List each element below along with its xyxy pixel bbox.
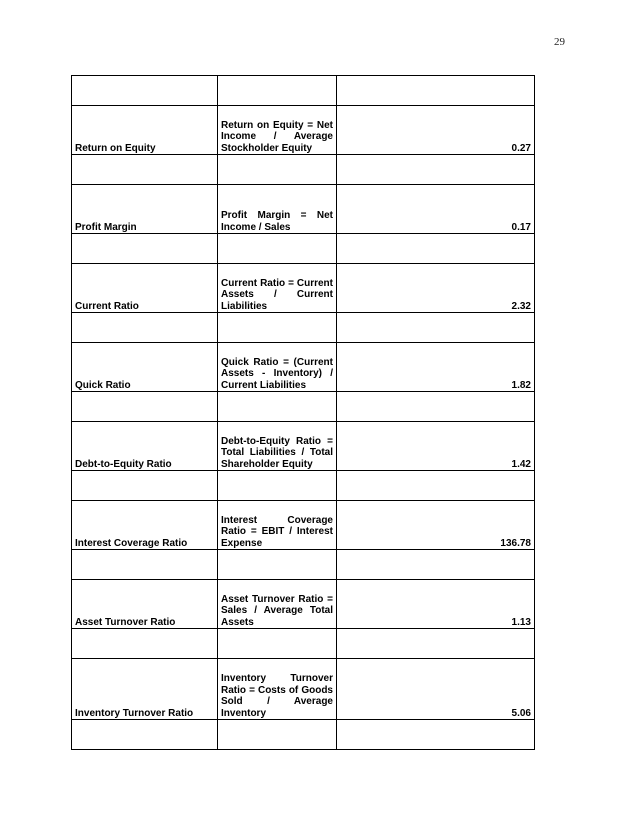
ratio-formula: Profit Margin = Net Income / Sales	[218, 185, 337, 234]
ratio-value: 1.82	[337, 343, 535, 392]
ratio-row	[72, 422, 535, 471]
empty-cell	[72, 550, 218, 580]
empty-cell	[337, 629, 535, 659]
empty-cell	[72, 76, 218, 106]
ratio-row	[72, 264, 535, 313]
ratio-value: 0.27	[337, 106, 535, 155]
ratio-name: Interest Coverage Ratio	[72, 501, 218, 550]
empty-cell	[337, 720, 535, 750]
ratio-formula: Current Ratio = Current Assets / Current Liabilities	[218, 264, 337, 313]
ratios-table	[71, 75, 535, 750]
empty-cell	[218, 76, 337, 106]
ratio-row	[72, 580, 535, 629]
spacer-row	[72, 629, 535, 659]
empty-cell	[72, 392, 218, 422]
empty-cell	[218, 550, 337, 580]
empty-cell	[337, 392, 535, 422]
spacer-row	[72, 234, 535, 264]
page-number: 29	[554, 36, 565, 48]
ratio-value: 2.32	[337, 264, 535, 313]
ratio-name: Inventory Turnover Ratio	[72, 659, 218, 720]
empty-cell	[337, 155, 535, 185]
empty-cell	[72, 471, 218, 501]
ratio-value: 0.17	[337, 185, 535, 234]
ratio-value: 136.78	[337, 501, 535, 550]
empty-cell	[218, 392, 337, 422]
spacer-row	[72, 550, 535, 580]
empty-cell	[218, 629, 337, 659]
ratios-table-body	[72, 76, 535, 750]
ratio-name: Current Ratio	[72, 264, 218, 313]
ratio-row	[72, 343, 535, 392]
empty-cell	[72, 155, 218, 185]
empty-cell	[72, 720, 218, 750]
empty-cell	[337, 76, 535, 106]
spacer-row	[72, 720, 535, 750]
empty-cell	[337, 313, 535, 343]
empty-cell	[337, 471, 535, 501]
empty-cell	[218, 313, 337, 343]
ratio-value: 1.13	[337, 580, 535, 629]
ratio-row	[72, 659, 535, 720]
empty-cell	[218, 720, 337, 750]
ratio-row	[72, 106, 535, 155]
ratio-value: 1.42	[337, 422, 535, 471]
ratio-formula: Quick Ratio = (Current Assets - Inventory) / Current Liabilities	[218, 343, 337, 392]
spacer-row	[72, 471, 535, 501]
ratio-formula: Interest Coverage Ratio = EBIT / Interest Expense	[218, 501, 337, 550]
ratio-row	[72, 185, 535, 234]
ratio-name: Profit Margin	[72, 185, 218, 234]
empty-cell	[72, 629, 218, 659]
ratio-formula: Inventory Turnover Ratio = Costs of Goods Sold / Average Inventory	[218, 659, 337, 720]
spacer-row	[72, 313, 535, 343]
empty-cell	[337, 550, 535, 580]
ratio-formula: Return on Equity = Net Income / Average Stockholder Equity	[218, 106, 337, 155]
ratio-name: Asset Turnover Ratio	[72, 580, 218, 629]
ratio-formula: Asset Turnover Ratio = Sales / Average Total Assets	[218, 580, 337, 629]
empty-cell	[218, 155, 337, 185]
ratio-value: 5.06	[337, 659, 535, 720]
spacer-row	[72, 392, 535, 422]
empty-cell	[218, 471, 337, 501]
ratio-name: Debt-to-Equity Ratio	[72, 422, 218, 471]
empty-cell	[72, 313, 218, 343]
empty-cell	[337, 234, 535, 264]
spacer-row	[72, 76, 535, 106]
empty-cell	[72, 234, 218, 264]
ratio-row	[72, 501, 535, 550]
empty-cell	[218, 234, 337, 264]
ratio-name: Return on Equity	[72, 106, 218, 155]
ratio-name: Quick Ratio	[72, 343, 218, 392]
spacer-row	[72, 155, 535, 185]
ratio-formula: Debt-to-Equity Ratio = Total Liabilities / Total Shareholder Equity	[218, 422, 337, 471]
